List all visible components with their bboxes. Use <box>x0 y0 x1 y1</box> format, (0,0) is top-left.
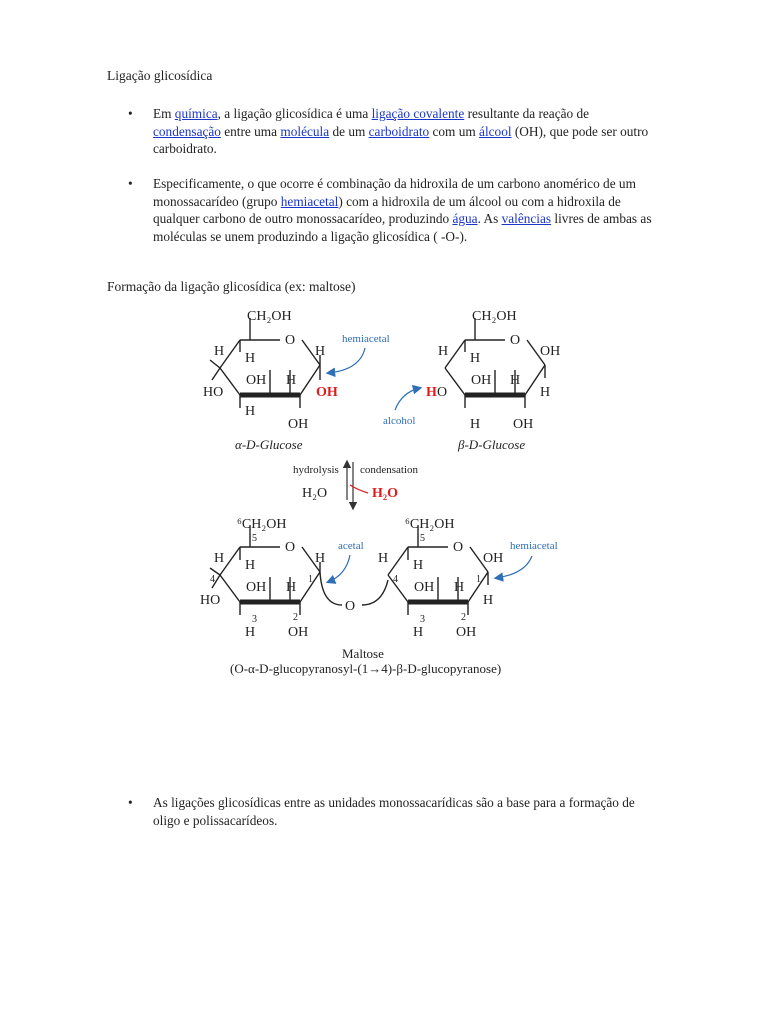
h-label: H <box>286 373 297 388</box>
h-label: H <box>245 625 256 640</box>
h-label: H <box>483 593 494 608</box>
text-run: Especificamente, o que ocorre é combinação da hidroxila de um carbono anomérico de um monossacarídeo (grupo <box>153 176 636 209</box>
oh-label: OH <box>288 417 309 432</box>
ring-oxygen: O <box>437 385 448 400</box>
text-run: Em <box>153 106 175 121</box>
text-run: (OH), que pode ser outro carboidrato. <box>153 123 649 157</box>
h-label: H <box>286 580 297 595</box>
h-label: H <box>214 344 225 359</box>
ring-oxygen: O <box>285 540 296 555</box>
alcohol-h-red: H <box>426 385 437 400</box>
text-run: , a ligação glicosídica é uma <box>217 106 372 121</box>
h-label: H <box>315 344 326 359</box>
acetal-label: acetal <box>338 540 364 552</box>
alcohol-arrow <box>395 388 420 410</box>
h-label: H <box>438 344 449 359</box>
bullet-paragraph-polysaccharides <box>128 794 658 829</box>
h-label: H <box>214 551 225 566</box>
h-label: H <box>245 404 256 419</box>
link-condensacao[interactable]: condensação <box>153 123 221 139</box>
link-valencias[interactable]: valências <box>501 211 552 227</box>
text-run: resultante da reação de <box>464 106 590 121</box>
text-run: de um <box>329 123 369 139</box>
link-ligacao-covalente[interactable]: ligação covalente <box>371 106 465 121</box>
oh-label: OH <box>246 373 267 388</box>
oh-label: OH <box>414 580 435 595</box>
maltose-label: Maltose <box>342 646 384 661</box>
h-label: H <box>245 351 256 366</box>
link-quimica[interactable]: química <box>174 106 218 121</box>
beta-glucose-label: β-D-Glucose <box>458 437 526 452</box>
figure-heading: Formação da ligação glicosídica (ex: maltose) <box>107 279 356 294</box>
h-label: H <box>413 625 424 640</box>
water-right-label: H₂O <box>372 486 398 501</box>
link-carboidrato[interactable]: carboidrato <box>368 123 430 139</box>
text-run: entre uma <box>220 123 281 139</box>
h-label: H <box>470 417 481 432</box>
paragraph-text: As ligações glicosídicas entre as unidades monossacarídicas são a base para a formação de oligo e polissacarídeos. <box>153 795 635 828</box>
link-molecula[interactable]: molécula <box>280 123 330 139</box>
h-label: H <box>245 558 256 573</box>
paragraph-text <box>153 105 658 158</box>
bullet-mark: • <box>128 795 133 810</box>
alpha-glucose-ring <box>210 318 320 408</box>
section-heading: Ligação glicosídica <box>107 68 213 83</box>
ch2oh-6-label: ⁶CH₂OH <box>405 517 455 532</box>
alpha-glucose-label: α-D-Glucose <box>235 437 303 452</box>
ho-label: HO <box>203 385 224 400</box>
carbon-number: 1 <box>308 574 313 585</box>
text-run: . As <box>477 211 502 227</box>
hydrolysis-label: hydrolysis <box>293 464 339 476</box>
h-label: H <box>315 551 326 566</box>
ring-oxygen: O <box>453 540 464 555</box>
h-label: H <box>470 351 481 366</box>
water-left-label: H₂O <box>302 486 328 501</box>
link-alcool[interactable]: álcool <box>479 123 512 139</box>
oh-label: OH <box>513 417 534 432</box>
bullet-paragraph-specifics <box>128 175 658 245</box>
oh-label: OH <box>246 580 267 595</box>
oh-label: OH <box>540 344 561 359</box>
link-agua[interactable]: água <box>452 211 478 227</box>
bullet-mark: • <box>128 106 133 121</box>
carbon-number: 4 <box>393 574 398 585</box>
link-hemiacetal[interactable]: hemiacetal <box>280 193 339 209</box>
acetal-arrow <box>328 555 350 582</box>
maltose-formation-diagram <box>190 300 590 690</box>
text-run: ) com a hidroxila de um álcool ou com a hidroxila de qualquer carbono de outro monossacarídeo, produzindo <box>153 193 621 227</box>
ring-oxygen: O <box>285 333 296 348</box>
beta-glucose-ring <box>445 318 545 408</box>
ho-label: HO <box>200 593 221 608</box>
alcohol-label: alcohol <box>383 415 416 427</box>
ring-oxygen: O <box>510 333 521 348</box>
h-label: H <box>454 580 465 595</box>
carbon-number: 3 <box>420 614 425 625</box>
carbon-number: 3 <box>252 614 257 625</box>
carbon-number: 5 <box>252 533 257 544</box>
carbon-number: 2 <box>461 612 466 623</box>
ch2oh-label: CH₂OH <box>247 309 292 324</box>
oh-label: OH <box>471 373 492 388</box>
carbon-number: 5 <box>420 533 425 544</box>
condensation-label: condensation <box>360 464 419 476</box>
oh-label: OH <box>456 625 477 640</box>
text-run: com um <box>429 123 480 139</box>
ch2oh-label: CH₂OH <box>472 309 517 324</box>
h-label: H <box>510 373 521 388</box>
oh-label: OH <box>288 625 309 640</box>
text-run: livres de ambas as moléculas se unem produzindo a ligação glicosídica ( -O-). <box>153 211 652 244</box>
ch2oh-6-label: ⁶CH₂OH <box>237 517 287 532</box>
carbon-number: 4 <box>210 574 215 585</box>
bullet-paragraph-definition <box>128 105 658 158</box>
carbon-number: 2 <box>293 612 298 623</box>
bullet-mark: • <box>128 176 133 191</box>
anomeric-oh-red: OH <box>316 385 338 400</box>
bridge-oxygen: O <box>345 599 356 614</box>
h-label: H <box>540 385 551 400</box>
h-label: H <box>413 558 424 573</box>
hemiacetal-label: hemiacetal <box>510 540 558 552</box>
maltose-systematic-name: (O-α-D-glucopyranosyl-(1→4)-β-D-glucopyranose) <box>230 661 502 676</box>
hemiacetal-label: hemiacetal <box>342 333 390 345</box>
oh-label: OH <box>483 551 504 566</box>
h-label: H <box>378 551 389 566</box>
paragraph-text <box>153 175 658 245</box>
carbon-number: 1 <box>476 574 481 585</box>
hemiacetal-arrow <box>328 348 365 373</box>
